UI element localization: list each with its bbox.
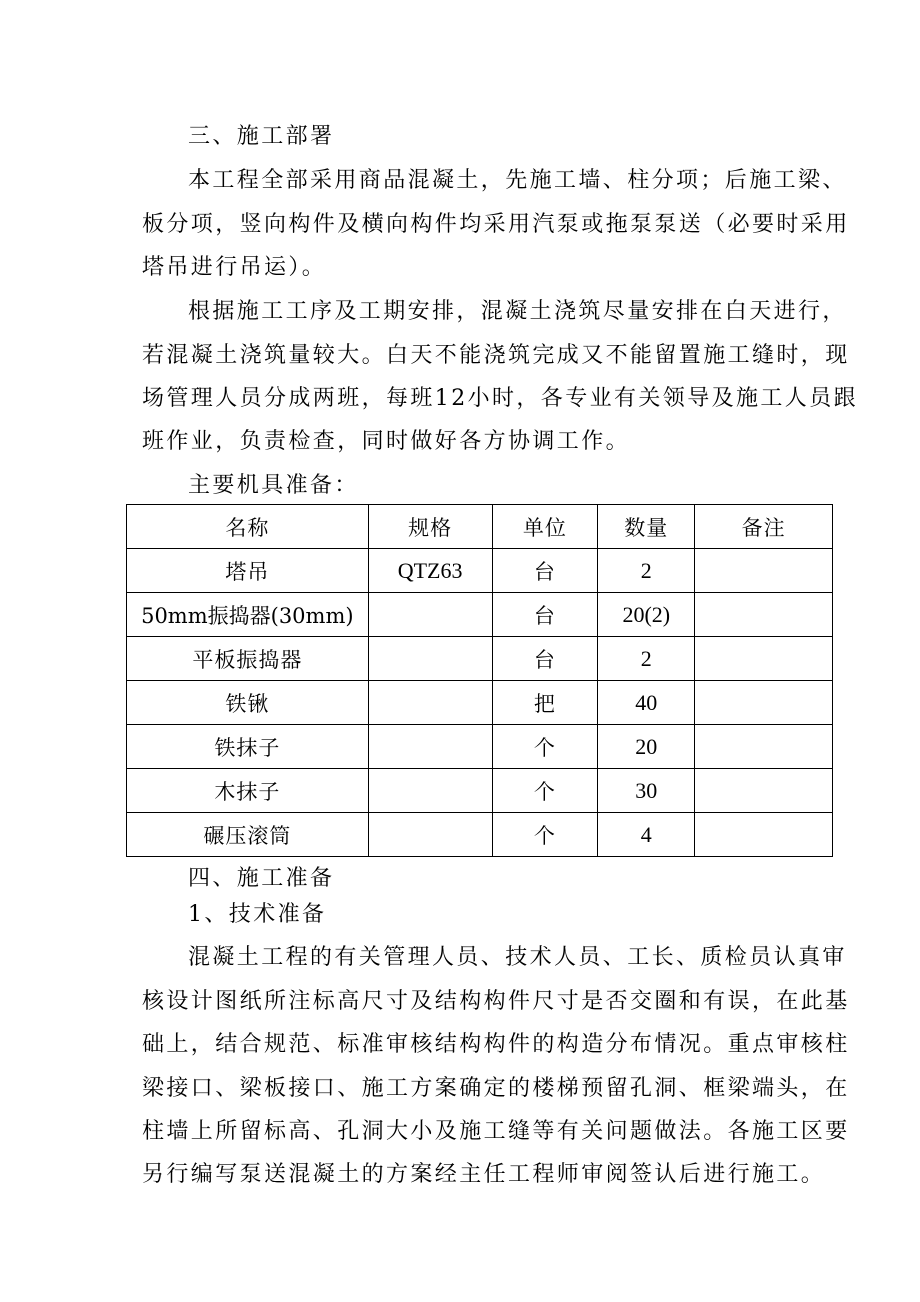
column-header-unit: 单位 (492, 505, 598, 549)
paragraph-line: 场管理人员分成两班，每班12小时，各专业有关领导及施工人员跟 (142, 386, 858, 411)
cell-name: 平板振捣器 (127, 637, 369, 681)
cell-quantity: 20(2) (598, 593, 695, 637)
paragraph-line: 班作业，负责检查，同时做好各方协调工作。 (142, 429, 631, 454)
cell-name: 木抹子 (127, 769, 369, 813)
cell-spec: QTZ63 (368, 549, 492, 593)
cell-name: 铁锹 (127, 681, 369, 725)
cell-spec (368, 637, 492, 681)
cell-spec (368, 725, 492, 769)
section-3-heading: 三、施工部署 (188, 124, 335, 149)
cell-note (695, 681, 833, 725)
section-4-heading: 四、施工准备 (188, 866, 335, 891)
column-header-quantity: 数量 (598, 505, 695, 549)
table-row (127, 593, 833, 637)
table-row (127, 769, 833, 813)
paragraph-line: 梁接口、梁板接口、施工方案确定的楼梯预留孔洞、框梁端头，在 (142, 1076, 850, 1101)
cell-note (695, 769, 833, 813)
paragraph-line: 混凝土工程的有关管理人员、技术人员、工长、质检员认真审 (188, 945, 847, 970)
cell-quantity: 2 (598, 637, 695, 681)
table-row (127, 549, 833, 593)
paragraph-line: 另行编写泵送混凝土的方案经主任工程师审阅签认后进行施工。 (142, 1162, 826, 1187)
column-header-spec: 规格 (368, 505, 492, 549)
table-row (127, 813, 833, 857)
cell-note (695, 593, 833, 637)
cell-note (695, 549, 833, 593)
cell-name: 塔吊 (127, 549, 369, 593)
paragraph-line: 核设计图纸所注标高尺寸及结构构件尺寸是否交圈和有误，在此基 (142, 989, 850, 1014)
subsection-heading: 1、技术准备 (188, 902, 327, 927)
table-row (127, 725, 833, 769)
cell-name: 铁抹子 (127, 725, 369, 769)
cell-quantity: 40 (598, 681, 695, 725)
cell-spec (368, 681, 492, 725)
cell-note (695, 725, 833, 769)
cell-unit: 台 (492, 637, 598, 681)
cell-spec (368, 813, 492, 857)
cell-spec (368, 593, 492, 637)
cell-unit: 把 (492, 681, 598, 725)
cell-unit: 个 (492, 725, 598, 769)
machinery-intro: 主要机具准备： (188, 473, 359, 498)
table-header-row (127, 505, 833, 549)
table-row (127, 637, 833, 681)
paragraph-line: 柱墙上所留标高、孔洞大小及施工缝等有关问题做法。各施工区要 (142, 1119, 850, 1144)
paragraph-line: 板分项，竖向构件及横向构件均采用汽泵或拖泵泵送（必要时采用 (142, 212, 850, 237)
cell-unit: 个 (492, 813, 598, 857)
cell-note (695, 637, 833, 681)
cell-unit: 台 (492, 593, 598, 637)
cell-unit: 台 (492, 549, 598, 593)
cell-name: 碾压滚筒 (127, 813, 369, 857)
paragraph-line: 根据施工工序及工期安排，混凝土浇筑尽量安排在白天进行， (188, 299, 847, 324)
cell-unit: 个 (492, 769, 598, 813)
column-header-name: 名称 (127, 505, 369, 549)
cell-name: 50mm振捣器(30mm) (127, 593, 369, 637)
table-row (127, 681, 833, 725)
cell-quantity: 20 (598, 725, 695, 769)
column-header-note: 备注 (695, 505, 833, 549)
cell-quantity: 30 (598, 769, 695, 813)
cell-note (695, 813, 833, 857)
paragraph-line: 塔吊进行吊运）。 (142, 255, 327, 280)
cell-quantity: 2 (598, 549, 695, 593)
cell-spec (368, 769, 492, 813)
paragraph-line: 若混凝土浇筑量较大。白天不能浇筑完成又不能留置施工缝时，现 (142, 343, 850, 368)
cell-quantity: 4 (598, 813, 695, 857)
paragraph-line: 础上，结合规范、标准审核结构构件的构造分布情况。重点审核柱 (142, 1032, 850, 1057)
paragraph-line: 本工程全部采用商品混凝土，先施工墙、柱分项；后施工梁、 (188, 168, 847, 193)
machinery-table (126, 504, 833, 857)
